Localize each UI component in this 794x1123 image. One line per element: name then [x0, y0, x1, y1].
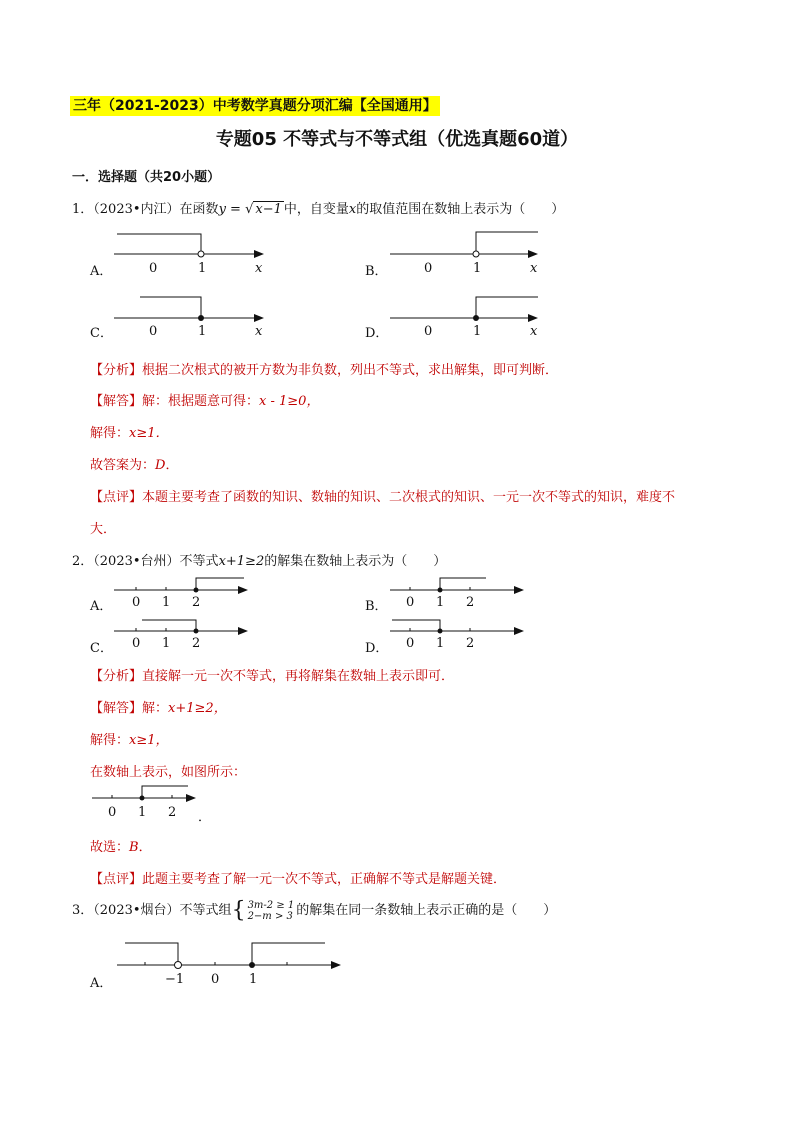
axis-label: x — [530, 261, 538, 276]
q2-answer: 【解答】解：x+1≥2， — [90, 701, 227, 716]
q2-option-c-numberline — [112, 617, 262, 653]
answer-tag: 【解答】 — [90, 701, 143, 716]
question-2-stem: 2．（2023•台州）不等式x+1≥2的解集在数轴上表示为（ ） — [72, 554, 447, 569]
q1-option-b-numberline — [388, 228, 548, 278]
q2-numberline-period: ． — [198, 810, 212, 825]
sqrt-symbol: √ — [245, 202, 254, 217]
question-1-stem: 1．（2023•内江）在函数y = √ x−1 中，自变量x的取值范围在数轴上表示为（ ） — [72, 202, 565, 217]
series-banner: 三年（2021-2023）中考数学真题分项汇编【全国通用】 — [70, 96, 440, 116]
q1-final-answer: 故答案为：D． — [90, 458, 179, 473]
axis-label: x — [530, 324, 538, 339]
page-title: 专题05 不等式与不等式组（优选真题60道） — [215, 129, 579, 150]
q1-comment: 【点评】本题主要考查了函数的知识、数轴的知识、二次根式的知识、一元一次不等式的知识，难度不 — [90, 490, 676, 505]
tick-0: 0 — [424, 261, 433, 276]
question-number: 3． — [72, 903, 94, 918]
tick-0: 0 — [132, 595, 141, 610]
tick-1: 1 — [473, 324, 482, 339]
system-brace: { — [231, 898, 246, 923]
question-number: 1． — [72, 202, 94, 217]
section-heading: 一．选择题（共20小题） — [72, 170, 221, 185]
q2-final-answer: 故选：B． — [90, 840, 152, 855]
q1-option-a-numberline — [112, 228, 272, 278]
tick-0: 0 — [424, 324, 433, 339]
q1-option-a-label: A． — [90, 264, 113, 279]
answer-tag: 【解答】 — [90, 394, 143, 409]
tick-2: 2 — [192, 636, 201, 651]
tick-2: 2 — [466, 636, 475, 651]
q3-option-a-numberline — [115, 938, 355, 990]
tick-0: 0 — [132, 636, 141, 651]
q1-option-d-numberline — [388, 290, 548, 340]
q2-option-d-label: D． — [365, 641, 389, 656]
tick-2: 2 — [168, 805, 177, 820]
tick-1: 1 — [249, 972, 258, 987]
tick-0: 0 — [149, 261, 158, 276]
analysis-tag: 【分析】 — [90, 363, 143, 378]
axis-label: x — [255, 324, 263, 339]
question-source: （2023•台州） — [93, 554, 180, 569]
q1-answer: 【解答】解：根据题意可得：x - 1≥0， — [90, 394, 320, 409]
q2-option-a-numberline — [112, 576, 262, 612]
tick-2: 2 — [192, 595, 201, 610]
system-line-2: 2−m > 3 — [247, 910, 293, 922]
q2-show-text: 在数轴上表示，如图所示： — [90, 765, 247, 780]
tick-neg1: −1 — [165, 972, 185, 987]
question-3-stem: 3．（2023•烟台）不等式组{ 3m-2 ≥ 1 2−m > 3 的解集在同一条数轴上表示正确的是（ ） — [72, 898, 557, 923]
tick-1: 1 — [162, 636, 171, 651]
system-line-1: 3m-2 ≥ 1 — [247, 899, 295, 911]
inequality-system — [248, 900, 295, 922]
q1-option-d-label: D． — [365, 326, 389, 341]
q2-comment: 【点评】此题主要考查了解一元一次不等式，正确解不等式是解题关键． — [90, 872, 507, 887]
q2-option-c-label: C． — [90, 641, 113, 656]
q2-option-d-numberline — [388, 617, 538, 653]
q2-option-b-numberline — [388, 576, 538, 612]
question-source: （2023•烟台） — [93, 903, 180, 918]
q3-option-a-label: A． — [90, 976, 113, 991]
tick-1: 1 — [138, 805, 147, 820]
tick-1: 1 — [198, 324, 207, 339]
q2-solution: 解得：x≥1， — [90, 733, 169, 748]
question-source: （2023•内江） — [93, 202, 180, 217]
tick-0: 0 — [149, 324, 158, 339]
tick-1: 1 — [198, 261, 207, 276]
tick-0: 0 — [406, 636, 415, 651]
tick-1: 1 — [436, 595, 445, 610]
tick-1: 1 — [436, 636, 445, 651]
q2-analysis: 【分析】直接解一元一次不等式，再将解集在数轴上表示即可． — [90, 669, 455, 684]
tick-1: 1 — [473, 261, 482, 276]
tick-0: 0 — [108, 805, 117, 820]
q1-comment-cont: 大． — [90, 522, 117, 537]
q1-option-b-label: B． — [365, 264, 388, 279]
q1-solution: 解得：x≥1． — [90, 426, 169, 441]
tick-2: 2 — [466, 595, 475, 610]
comment-tag: 【点评】 — [90, 490, 143, 505]
tick-0: 0 — [211, 972, 220, 987]
tick-0: 0 — [406, 595, 415, 610]
q1-analysis: 【分析】根据二次根式的被开方数为非负数，列出不等式，求出解集，即可判断． — [90, 363, 559, 378]
q1-option-c-label: C． — [90, 326, 113, 341]
question-number: 2． — [72, 554, 94, 569]
q2-option-b-label: B． — [365, 599, 388, 614]
tick-1: 1 — [162, 595, 171, 610]
q1-option-c-numberline — [112, 290, 272, 340]
axis-label: x — [255, 261, 263, 276]
q2-option-a-label: A． — [90, 599, 113, 614]
analysis-tag: 【分析】 — [90, 669, 143, 684]
comment-tag: 【点评】 — [90, 872, 143, 887]
